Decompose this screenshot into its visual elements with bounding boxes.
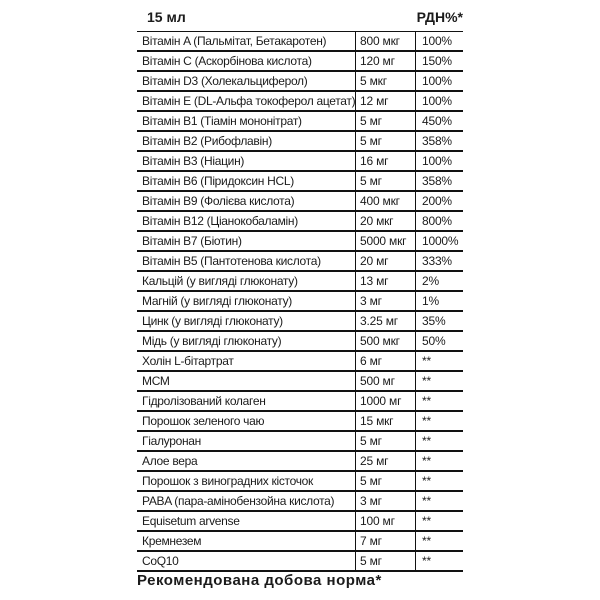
ingredient-name: CoQ10 <box>142 554 179 568</box>
ingredient-amount: 100 мг <box>355 512 415 530</box>
ingredient-amount: 13 мг <box>355 272 415 290</box>
ingredient-amount: 400 мкг <box>355 192 415 210</box>
ingredient-amount: 20 мкг <box>355 212 415 230</box>
ingredient-name: Кальцій (у вигляді глюконату) <box>142 274 298 288</box>
ingredient-name: PABA (пара-амінобензойна кислота) <box>142 494 335 508</box>
ingredient-percent: 450% <box>415 112 463 130</box>
ingredient-amount: 120 мг <box>355 52 415 70</box>
ingredient-name: Вітамін B2 (Рибофлавін) <box>142 134 272 148</box>
ingredient-percent: 100% <box>415 92 463 110</box>
recommended-daily-norm-footnote: Рекомендована добова норма* <box>137 572 382 589</box>
table-row <box>137 32 463 52</box>
ingredient-percent: 2% <box>415 272 463 290</box>
table-row <box>137 372 463 392</box>
ingredient-name: Цинк (у вигляді глюконату) <box>142 314 283 328</box>
table-row <box>137 512 463 532</box>
ingredient-percent: ** <box>415 392 463 410</box>
table-row <box>137 172 463 192</box>
ingredient-amount: 5 мг <box>355 552 415 570</box>
table-row <box>137 432 463 452</box>
table-row <box>137 532 463 552</box>
ingredient-amount: 20 мг <box>355 252 415 270</box>
ingredient-percent: 50% <box>415 332 463 350</box>
ingredient-percent: ** <box>415 552 463 570</box>
ingredient-percent: 358% <box>415 172 463 190</box>
table-row <box>137 252 463 272</box>
table-row <box>137 132 463 152</box>
ingredient-name: Вітамін B9 (Фолієва кислота) <box>142 194 295 208</box>
ingredient-amount: 500 мг <box>355 372 415 390</box>
ingredient-name: Гідролізований колаген <box>142 394 266 408</box>
table-row <box>137 492 463 512</box>
ingredient-amount: 16 мг <box>355 152 415 170</box>
ingredient-amount: 12 мг <box>355 92 415 110</box>
ingredient-percent: ** <box>415 512 463 530</box>
ingredient-percent: 800% <box>415 212 463 230</box>
ingredient-amount: 500 мкг <box>355 332 415 350</box>
table-row <box>137 92 463 112</box>
ingredient-name: Кремнезем <box>142 534 202 548</box>
ingredient-percent: 1% <box>415 292 463 310</box>
serving-size-label: 15 мл <box>147 9 186 25</box>
ingredient-percent: 358% <box>415 132 463 150</box>
ingredient-name: Мідь (у вигляді глюконату) <box>142 334 282 348</box>
ingredient-name: Вітамін E (DL-Альфа токоферол ацетат) <box>142 94 355 108</box>
ingredient-amount: 5 мг <box>355 432 415 450</box>
ingredient-percent: ** <box>415 452 463 470</box>
ingredient-percent: ** <box>415 372 463 390</box>
ingredient-percent: 100% <box>415 152 463 170</box>
ingredient-percent: 100% <box>415 72 463 90</box>
table-row <box>137 352 463 372</box>
table-row <box>137 472 463 492</box>
ingredient-name: Equisetum arvense <box>142 514 240 528</box>
ingredient-percent: ** <box>415 352 463 370</box>
ingredient-name: Вітамін B6 (Піридоксин HCL) <box>142 174 294 188</box>
table-row <box>137 192 463 212</box>
ingredient-name: Вітамін B7 (Біотин) <box>142 234 242 248</box>
ingredient-amount: 1000 мг <box>355 392 415 410</box>
ingredient-amount: 800 мкг <box>355 32 415 50</box>
table-row <box>137 272 463 292</box>
ingredient-name: Вітамін B12 (Ціанокобаламін) <box>142 214 298 228</box>
table-row <box>137 552 463 572</box>
table-row <box>137 292 463 312</box>
ingredient-amount: 5 мг <box>355 132 415 150</box>
table-row <box>137 212 463 232</box>
ingredient-amount: 7 мг <box>355 532 415 550</box>
table-row <box>137 72 463 92</box>
ingredient-amount: 15 мкг <box>355 412 415 430</box>
ingredient-name: Вітамін B5 (Пантотенова кислота) <box>142 254 321 268</box>
table-row <box>137 112 463 132</box>
rdn-percent-header: РДН%* <box>416 9 463 25</box>
ingredient-name: Порошок з виноградних кісточок <box>142 474 314 488</box>
ingredient-name: Холін L-бітартрат <box>142 354 234 368</box>
ingredient-name: Гіалуронан <box>142 434 201 448</box>
table-row <box>137 152 463 172</box>
ingredient-percent: ** <box>415 432 463 450</box>
ingredient-percent: 150% <box>415 52 463 70</box>
ingredient-amount: 3 мг <box>355 292 415 310</box>
table-row <box>137 312 463 332</box>
ingredient-percent: ** <box>415 472 463 490</box>
ingredient-percent: 100% <box>415 32 463 50</box>
table-header <box>137 7 463 27</box>
ingredient-amount: 6 мг <box>355 352 415 370</box>
ingredients-table <box>137 31 463 572</box>
ingredient-amount: 5000 мкг <box>355 232 415 250</box>
ingredient-name: Магній (у вигляді глюконату) <box>142 294 292 308</box>
table-row <box>137 392 463 412</box>
ingredient-name: Порошок зеленого чаю <box>142 414 265 428</box>
table-row <box>137 452 463 472</box>
ingredient-amount: 5 мг <box>355 472 415 490</box>
table-row <box>137 332 463 352</box>
table-row <box>137 232 463 252</box>
table-row <box>137 412 463 432</box>
ingredient-percent: 1000% <box>415 232 463 250</box>
ingredient-percent: ** <box>415 412 463 430</box>
ingredient-percent: ** <box>415 532 463 550</box>
ingredient-name: Вітамін B3 (Ніацин) <box>142 154 245 168</box>
ingredient-name: Вітамін C (Аскорбінова кислота) <box>142 54 312 68</box>
ingredient-amount: 3 мг <box>355 492 415 510</box>
ingredient-name: МСМ <box>142 374 170 388</box>
ingredient-amount: 5 мг <box>355 112 415 130</box>
ingredient-name: Вітамін D3 (Холекальциферол) <box>142 74 308 88</box>
ingredient-name: Алое вера <box>142 454 198 468</box>
ingredient-percent: 200% <box>415 192 463 210</box>
ingredient-percent: ** <box>415 492 463 510</box>
ingredient-name: Вітамін A (Пальмітат, Бетакаротен) <box>142 34 327 48</box>
ingredient-percent: 35% <box>415 312 463 330</box>
ingredient-amount: 5 мг <box>355 172 415 190</box>
ingredient-percent: 333% <box>415 252 463 270</box>
ingredient-amount: 3.25 мг <box>355 312 415 330</box>
ingredient-amount: 5 мкг <box>355 72 415 90</box>
table-row <box>137 52 463 72</box>
ingredient-name: Вітамін B1 (Тіамін мононітрат) <box>142 114 302 128</box>
ingredient-amount: 25 мг <box>355 452 415 470</box>
